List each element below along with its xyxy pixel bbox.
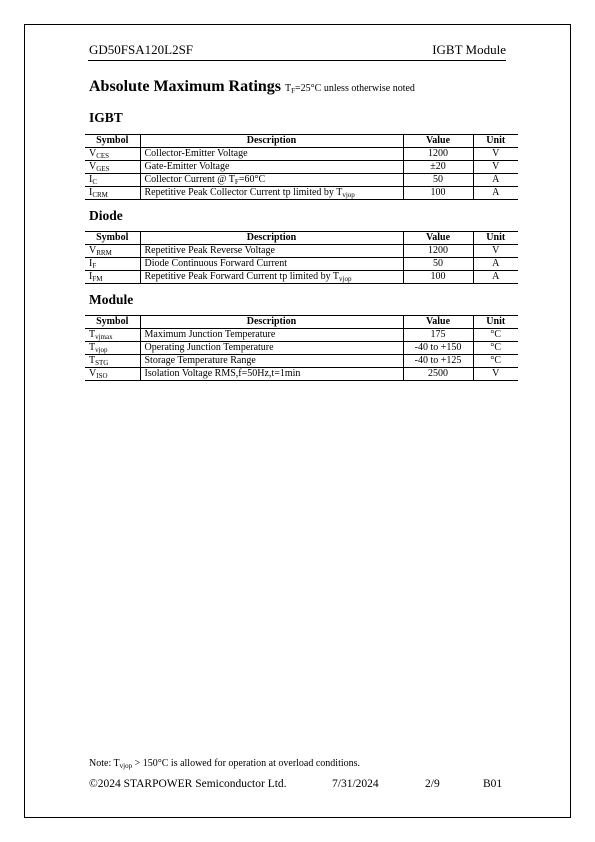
ratings-table	[85, 231, 518, 284]
table-row	[85, 329, 518, 342]
description-cell: Repetitive Peak Reverse Voltage	[140, 245, 403, 258]
column-header-unit: Unit	[473, 135, 518, 148]
column-header-unit: Unit	[473, 232, 518, 245]
unit-cell: A	[473, 271, 518, 284]
symbol-cell: $V_{CES}$	[85, 148, 140, 161]
column-header-symbol: Symbol	[85, 135, 140, 148]
table-header-row	[85, 135, 518, 148]
header-rule	[88, 60, 506, 61]
column-header-value: Value	[403, 135, 473, 148]
table-row	[85, 161, 518, 174]
value-cell: 50	[403, 174, 473, 187]
unit-cell: °C	[473, 329, 518, 342]
table-row	[85, 271, 518, 284]
value-cell: 175	[403, 329, 473, 342]
column-header-description: Description	[140, 316, 403, 329]
table-row	[85, 148, 518, 161]
table-row	[85, 245, 518, 258]
value-cell: 100	[403, 271, 473, 284]
symbol-cell: $I_{CRM}$	[85, 187, 140, 200]
description-cell: Isolation Voltage RMS,f=50Hz,t=1min	[140, 368, 403, 381]
description-cell: Gate-Emitter Voltage	[140, 161, 403, 174]
section-title: IGBT	[89, 110, 123, 125]
unit-cell: A	[473, 174, 518, 187]
unit-cell: V	[473, 148, 518, 161]
column-header-value: Value	[403, 316, 473, 329]
symbol-cell: $I_F$	[85, 258, 140, 271]
document-type: IGBT Module	[432, 42, 506, 57]
ratings-table	[85, 315, 518, 381]
value-cell: 50	[403, 258, 473, 271]
value-cell: 100	[403, 187, 473, 200]
value-cell: 1200	[403, 245, 473, 258]
symbol-cell: $T_{vjmax}$	[85, 329, 140, 342]
description-cell: Repetitive Peak Forward Current tp limited by $T_{vjop}$	[140, 271, 403, 284]
column-header-description: Description	[140, 232, 403, 245]
column-header-unit: Unit	[473, 316, 518, 329]
symbol-cell: $T_{vjop}$	[85, 342, 140, 355]
footer-copyright: ©2024 STARPOWER Semiconductor Ltd.	[89, 778, 287, 790]
value-cell: 1200	[403, 148, 473, 161]
table-row	[85, 258, 518, 271]
description-cell: Maximum Junction Temperature	[140, 329, 403, 342]
unit-cell: °C	[473, 342, 518, 355]
ratings-table	[85, 134, 518, 200]
column-header-value: Value	[403, 232, 473, 245]
section-title: Module	[89, 292, 134, 307]
description-cell: Storage Temperature Range	[140, 355, 403, 368]
table-row	[85, 187, 518, 200]
description-cell: Repetitive Peak Collector Current tp limited by $T_{vjop}$	[140, 187, 403, 200]
value-cell: ±20	[403, 161, 473, 174]
symbol-cell: $V_{RRM}$	[85, 245, 140, 258]
description-cell: Diode Continuous Forward Current	[140, 258, 403, 271]
unit-cell: A	[473, 258, 518, 271]
page-title	[89, 78, 415, 96]
table-header-row	[85, 232, 518, 245]
symbol-cell: $I_{FM}$	[85, 271, 140, 284]
unit-cell: A	[473, 187, 518, 200]
table-row	[85, 174, 518, 187]
column-header-symbol: Symbol	[85, 232, 140, 245]
symbol-cell: $T_{STG}$	[85, 355, 140, 368]
symbol-cell: $V_{ISO}$	[85, 368, 140, 381]
column-header-description: Description	[140, 135, 403, 148]
description-cell: Operating Junction Temperature	[140, 342, 403, 355]
symbol-cell: $I_C$	[85, 174, 140, 187]
value-cell: 2500	[403, 368, 473, 381]
section-title: Diode	[89, 208, 123, 223]
column-header-symbol: Symbol	[85, 316, 140, 329]
footer-date: 7/31/2024	[332, 778, 379, 790]
description-cell: Collector-Emitter Voltage	[140, 148, 403, 161]
value-cell: -40 to +125	[403, 355, 473, 368]
table-header-row	[85, 316, 518, 329]
value-cell: -40 to +150	[403, 342, 473, 355]
table-row	[85, 355, 518, 368]
unit-cell: V	[473, 161, 518, 174]
table-row	[85, 368, 518, 381]
title-main: Absolute Maximum Ratings	[89, 78, 282, 95]
table-row	[85, 342, 518, 355]
part-number: GD50FSA120L2SF	[89, 42, 194, 57]
footnote: Note: $T_{vjop} > 150^\circ C$ is allowed for operation at overload conditions.	[89, 758, 361, 770]
footer-revision: B01	[483, 778, 503, 790]
symbol-cell: $V_{GES}$	[85, 161, 140, 174]
title-condition: $T_F=25^\circ C$ unless otherwise noted	[285, 83, 415, 95]
unit-cell: V	[473, 368, 518, 381]
description-cell: Collector Current @ $T_F=60^\circ C$	[140, 174, 403, 187]
unit-cell: °C	[473, 355, 518, 368]
unit-cell: V	[473, 245, 518, 258]
footer-page: 2/9	[425, 778, 440, 790]
